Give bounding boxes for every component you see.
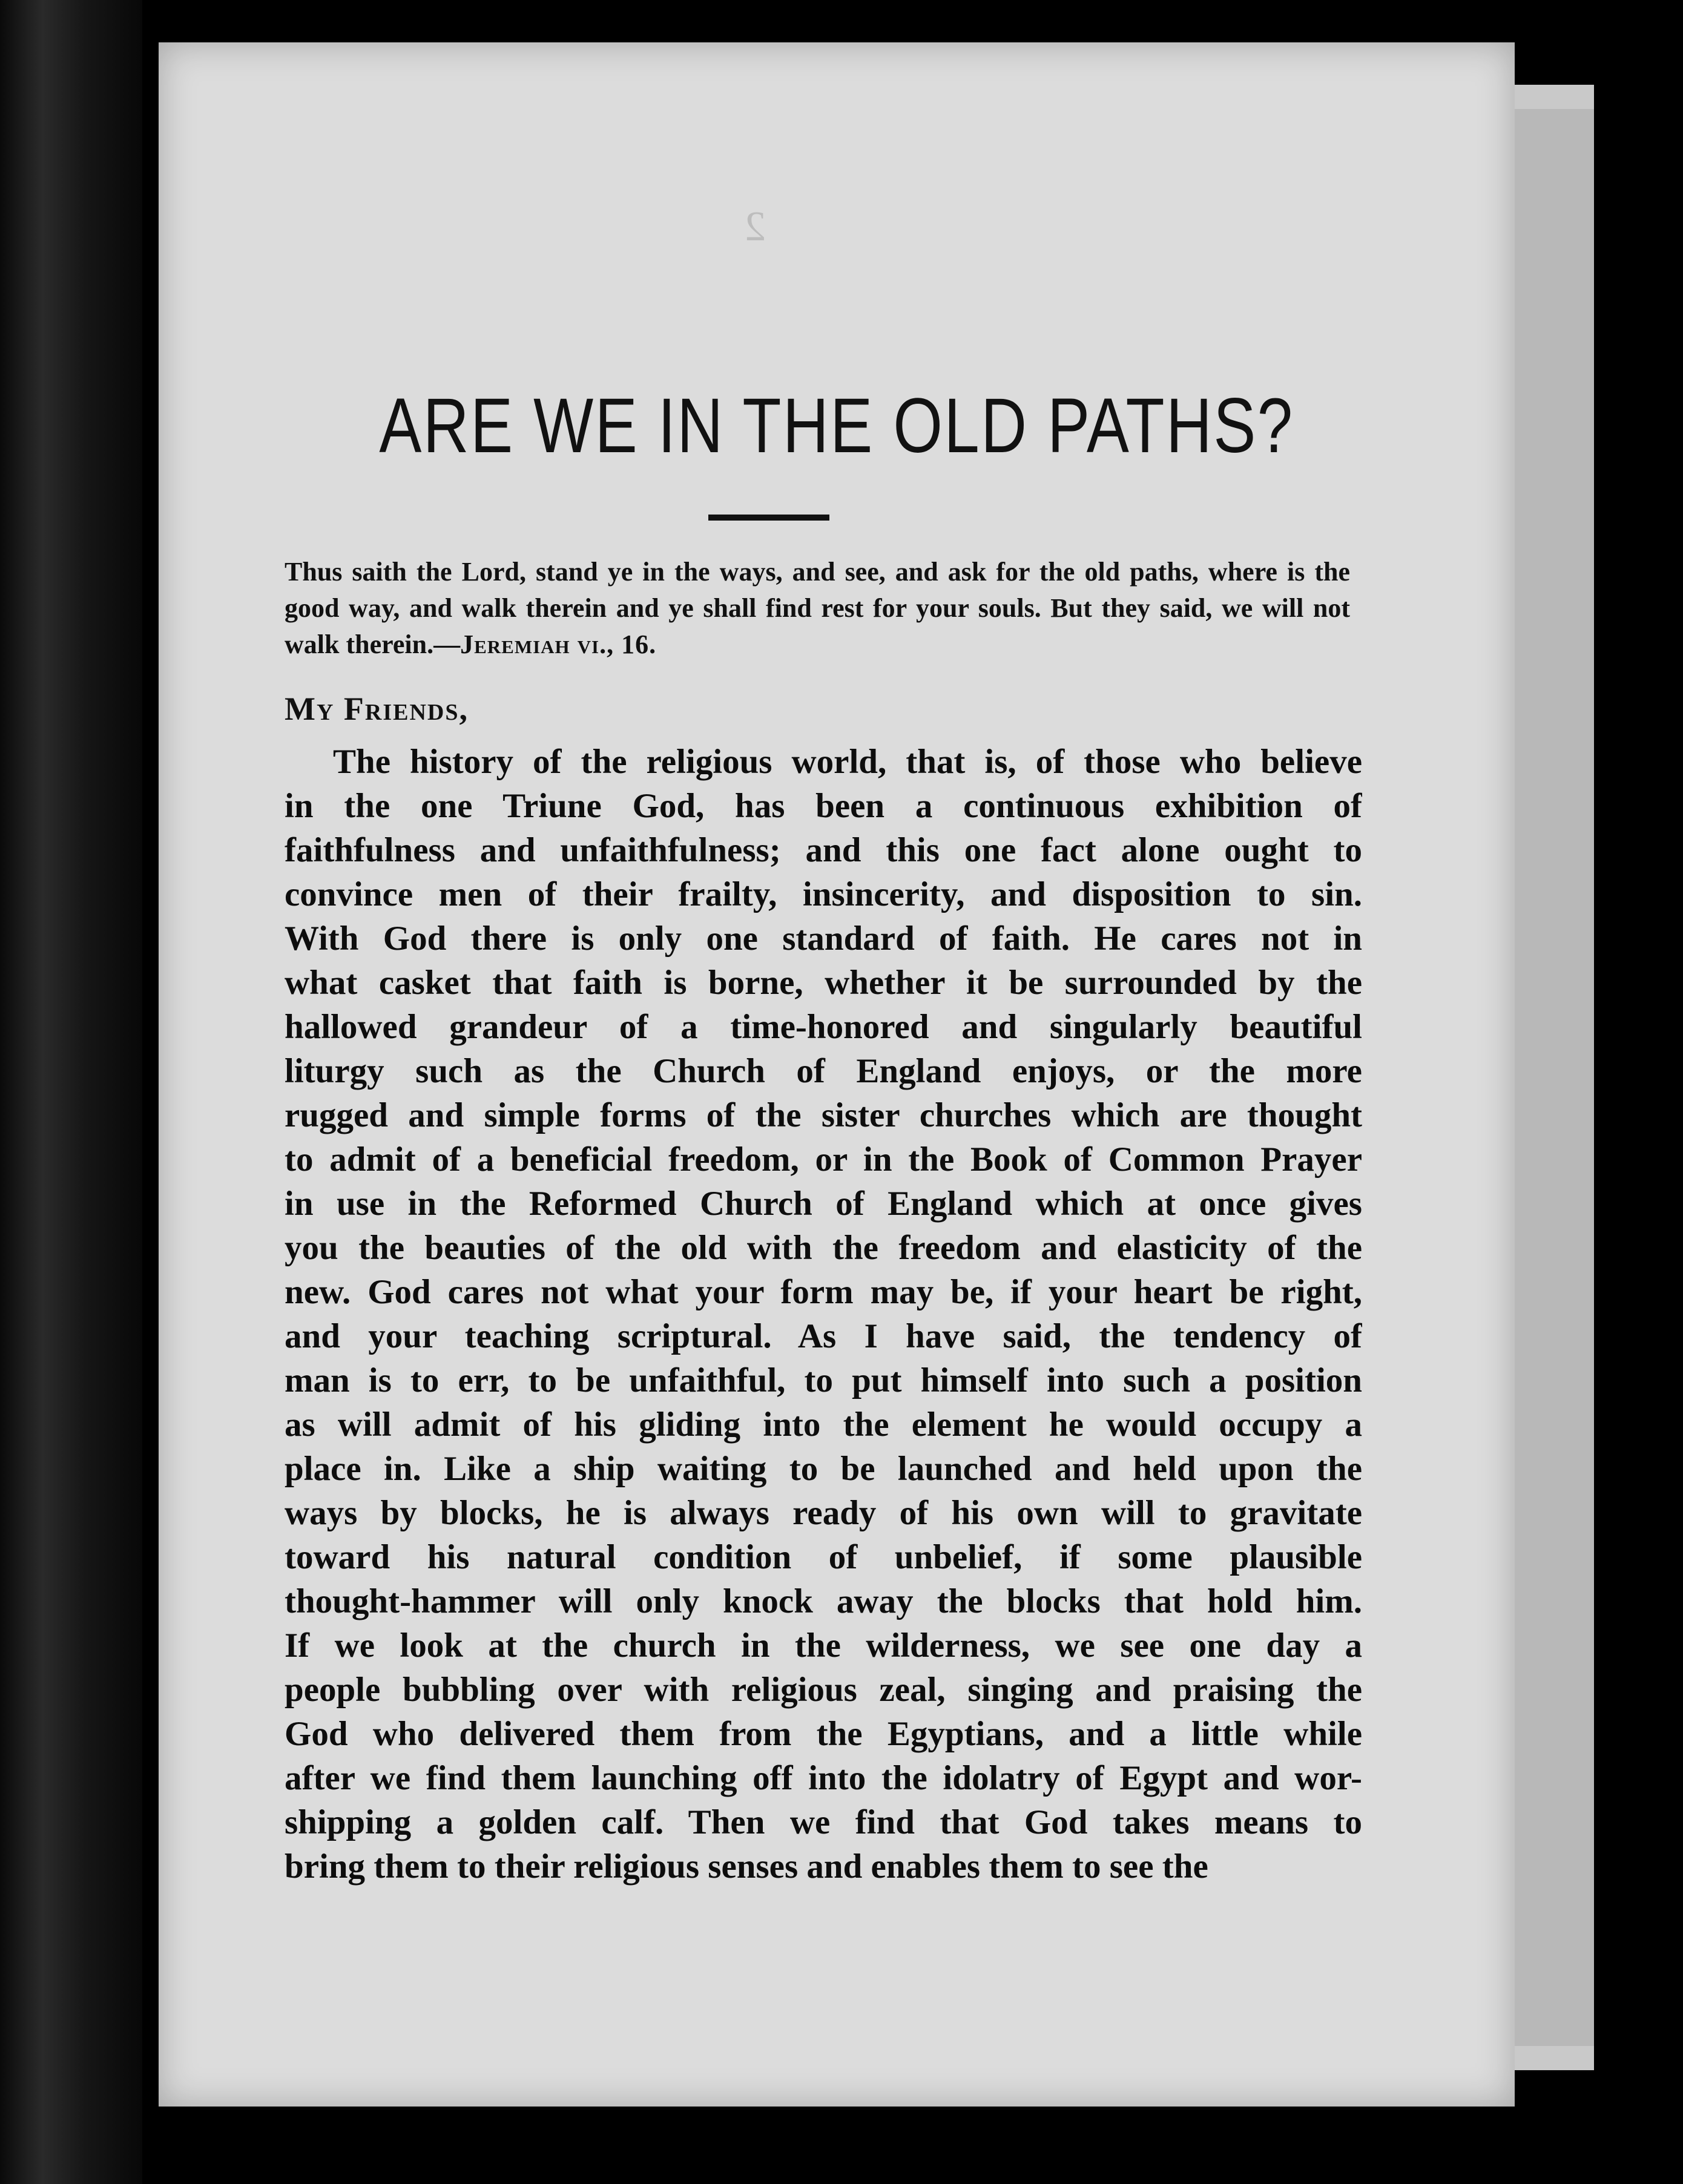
body-line: to admit of a beneficial freedom, or in the Book of Common Prayer [285, 1140, 1362, 1179]
body-line: If we look at the church in the wilderness, we see one day a [285, 1626, 1362, 1665]
body-line: With God there is only one standard of faith. He cares not in [285, 919, 1362, 958]
body-line: man is to err, to be unfaithful, to put himself into such a position [285, 1361, 1362, 1400]
epigraph-line: But they said, we will not walk therein.— [285, 593, 1351, 659]
body-line: thought-hammer will only knock away the blocks that hold him. [285, 1582, 1362, 1620]
body-line: convince men of their frailty, insincerity, and disposition to sin. [285, 875, 1362, 913]
body-line: you the beauties of the old with the freedom and elasticity of the [285, 1229, 1362, 1267]
body-line: place in. Like a ship waiting to be launched and held upon the [285, 1450, 1362, 1488]
page-number: 2 [745, 203, 766, 250]
body-line: shipping a golden calf. Then we find that God takes means to [285, 1803, 1362, 1841]
body-line: in the one Triune God, has been a continuous exhibition of [285, 787, 1362, 825]
body-line: ways by blocks, he is always ready of his own will to gravitate [285, 1494, 1362, 1532]
epigraph-line: Thus saith the Lord, stand ye in the ways, and see, and ask for the old paths, [285, 557, 1199, 587]
body-line: in use in the Reformed Church of England which at once gives [285, 1185, 1362, 1223]
salutation: My Friends, [285, 691, 469, 727]
body-line: and your teaching scriptural. As I have said, the tendency of [285, 1317, 1362, 1355]
page-title: ARE WE IN THE OLD PATHS? [379, 383, 1294, 469]
body-line: after we find them launching off into the idolatry of Egypt and wor- [285, 1759, 1362, 1797]
epigraph [285, 554, 1350, 663]
body-line: bring them to their religious senses and enables them to see the [285, 1847, 1208, 1886]
body-line: God who delivered them from the Egyptians, and a little while [285, 1715, 1362, 1753]
title-rule [708, 515, 829, 521]
body-line: liturgy such as the Church of England enjoys, or the more [285, 1052, 1362, 1090]
body-line: as will admit of his gliding into the element he would occupy a [285, 1406, 1362, 1444]
body-line: rugged and simple forms of the sister churches which are thought [285, 1096, 1362, 1134]
body-line: new. God cares not what your form may be, if your heart be right, [285, 1273, 1362, 1311]
body-line: hallowed grandeur of a time-honored and singularly beautiful [285, 1008, 1362, 1046]
body-line: what casket that faith is borne, whether it be surrounded by the [285, 964, 1362, 1002]
body-line: The history of the religious world, that is, of those who believe [333, 743, 1362, 781]
epigraph-citation: Jeremiah vi., 16. [460, 630, 657, 659]
book-binding-edge [0, 0, 142, 2184]
body-text [285, 740, 1362, 1889]
epigraph-line: where is the good way, and walk therein and ye shall find rest for your souls. [285, 557, 1351, 623]
body-line: faithfulness and unfaithfulness; and this one fact alone ought to [285, 831, 1362, 869]
body-line: toward his natural condition of unbelief, if some plausible [285, 1538, 1362, 1576]
body-line: people bubbling over with religious zeal, singing and praising the [285, 1671, 1362, 1709]
